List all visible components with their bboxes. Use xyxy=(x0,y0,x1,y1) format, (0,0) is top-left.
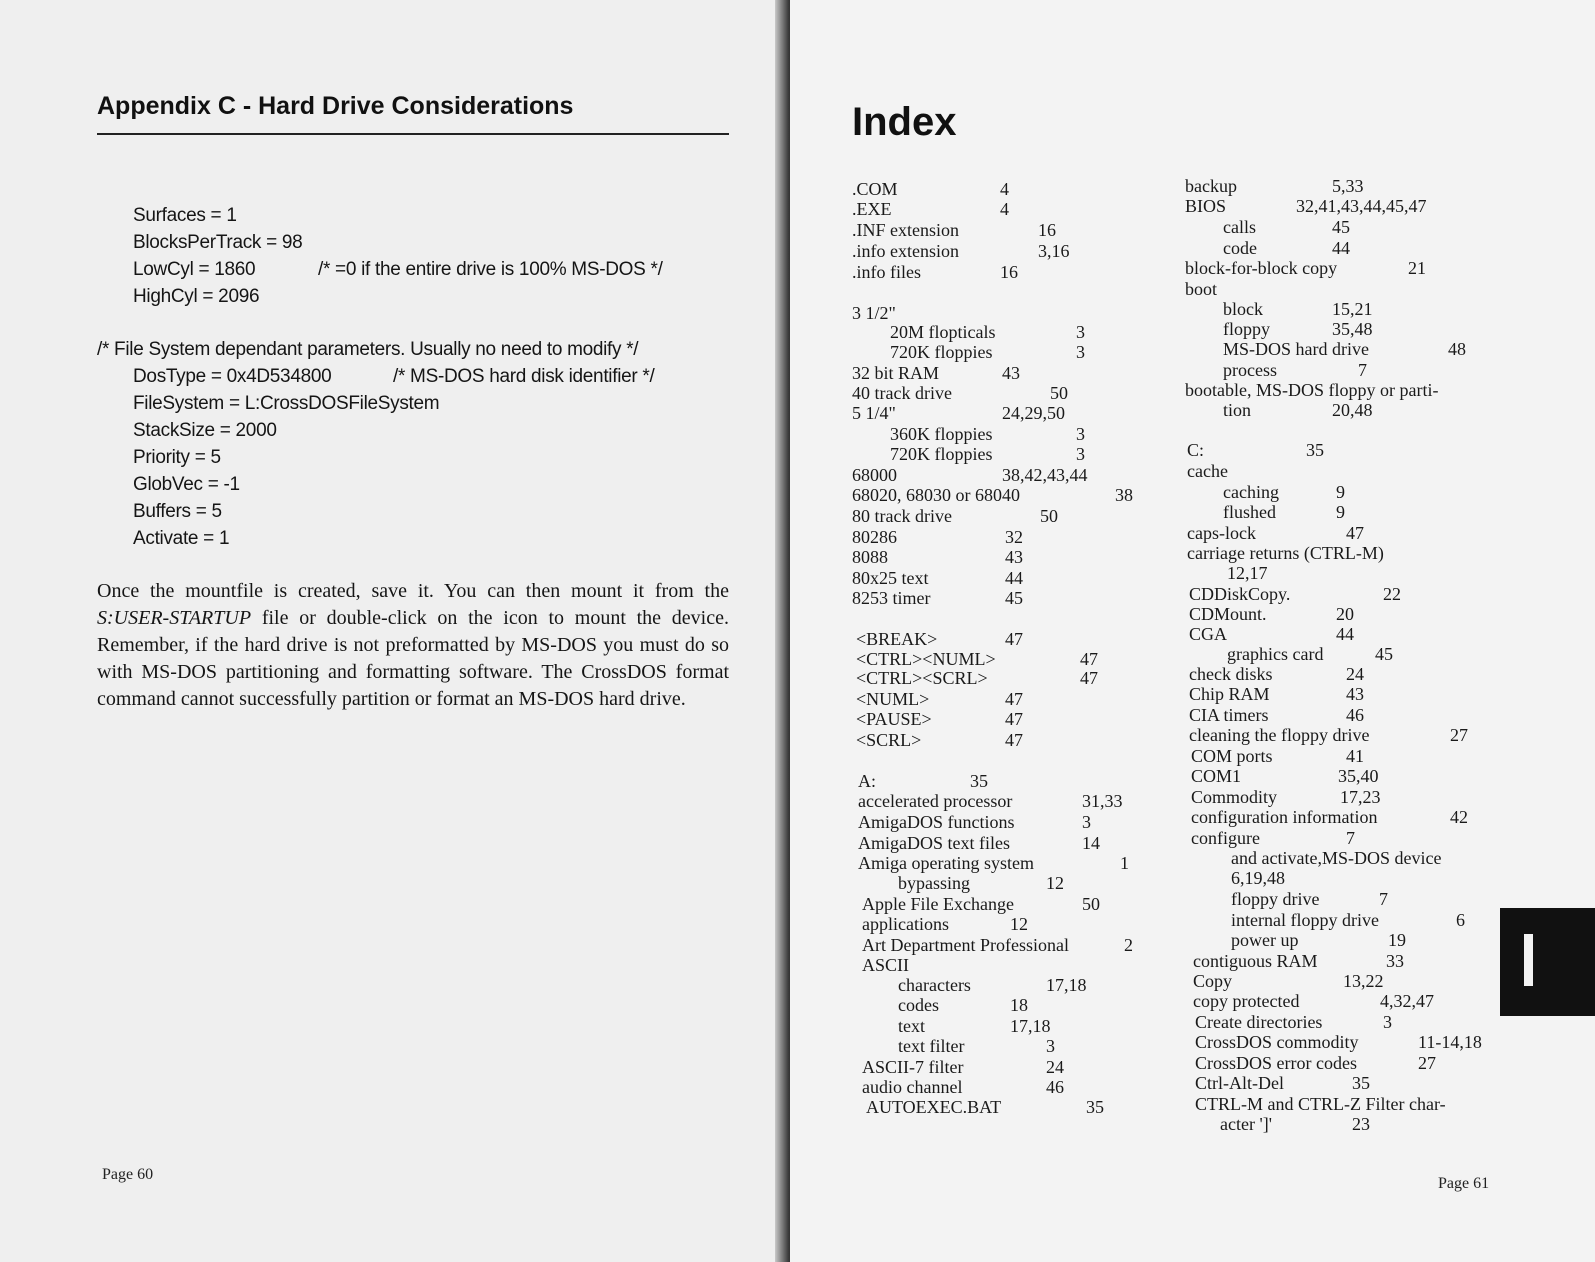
index-term: <CTRL><SCRL> xyxy=(856,668,988,688)
index-page-refs: 13,22 xyxy=(1343,971,1384,991)
index-page-refs: 16 xyxy=(1038,220,1056,240)
index-term: 6,19,48 xyxy=(1231,868,1285,888)
index-page-refs: 24,29,50 xyxy=(1002,403,1065,423)
page-number-left: Page 60 xyxy=(102,1166,154,1183)
index-page-refs: 43 xyxy=(1002,363,1020,383)
index-page-refs: 47 xyxy=(1080,668,1098,688)
appendix-title: Appendix C - Hard Drive Considerations xyxy=(97,92,574,120)
index-term: 80 track drive xyxy=(852,506,952,526)
fs-comment: /* File System dependant parameters. Usually no need to modify */ xyxy=(97,339,639,360)
title-rule xyxy=(97,133,729,135)
index-term: acter ']' xyxy=(1220,1114,1272,1134)
index-page-refs: 44 xyxy=(1005,568,1023,588)
index-page-refs: 35 xyxy=(970,771,988,791)
index-page-refs: 17,23 xyxy=(1340,787,1381,807)
index-term: boot xyxy=(1185,279,1218,299)
index-page-refs: 33 xyxy=(1386,951,1404,971)
index-page-refs: 23 xyxy=(1352,1114,1370,1134)
index-term: cleaning the floppy drive xyxy=(1189,725,1370,745)
index-page-refs: 20,48 xyxy=(1332,400,1373,420)
index-term: MS-DOS hard drive xyxy=(1223,339,1369,359)
index-page-refs: 45 xyxy=(1332,217,1350,237)
index-page-refs: 50 xyxy=(1082,894,1100,914)
index-page-refs: 17,18 xyxy=(1010,1016,1051,1036)
index-term: Amiga operating system xyxy=(858,853,1034,873)
index-term: CIA timers xyxy=(1189,705,1269,725)
index-page-refs: 45 xyxy=(1005,588,1023,608)
index-page-refs: 7 xyxy=(1346,828,1355,848)
index-page-refs: 27 xyxy=(1418,1053,1436,1073)
index-page-refs: 1 xyxy=(1120,853,1129,873)
index-page-refs: 3 xyxy=(1076,444,1085,464)
index-term: CrossDOS error codes xyxy=(1195,1053,1357,1073)
index-term: flushed xyxy=(1223,502,1276,522)
index-page-refs: 35 xyxy=(1352,1073,1370,1093)
index-term: Art Department Professional xyxy=(862,935,1069,955)
index-page-refs: 4,32,47 xyxy=(1380,991,1434,1011)
index-term: COM ports xyxy=(1191,746,1273,766)
index-page-refs: 47 xyxy=(1005,730,1023,750)
index-term: <PAUSE> xyxy=(856,709,932,729)
section-tab-marker xyxy=(1500,908,1595,1016)
index-page-refs: 19 xyxy=(1388,930,1406,950)
page-right xyxy=(790,0,1595,1262)
index-term: 720K floppies xyxy=(890,342,993,362)
index-page-refs: 7 xyxy=(1379,889,1388,909)
index-page-refs: 3 xyxy=(1076,342,1085,362)
index-term: 80286 xyxy=(852,527,897,547)
index-term: cache xyxy=(1187,461,1228,481)
index-term: CGA xyxy=(1189,624,1228,644)
index-page-refs: 3 xyxy=(1082,812,1091,832)
index-page-refs: 32 xyxy=(1005,527,1023,547)
index-term: copy protected xyxy=(1193,991,1300,1011)
index-page-refs: 14 xyxy=(1082,833,1100,853)
config-blockspertrack: BlocksPerTrack = 98 xyxy=(133,232,303,253)
dostype-comment: /* MS-DOS hard disk identifier */ xyxy=(393,366,655,387)
index-term: caps-lock xyxy=(1187,523,1256,543)
index-term: .EXE xyxy=(852,199,892,219)
index-page-refs: 3 xyxy=(1046,1036,1055,1056)
index-term: CrossDOS commodity xyxy=(1195,1032,1359,1052)
index-term: tion xyxy=(1223,400,1252,420)
index-term: power up xyxy=(1231,930,1299,950)
index-term: bootable, MS-DOS floppy or parti- xyxy=(1185,380,1439,400)
index-term: audio channel xyxy=(862,1077,963,1097)
index-term: <CTRL><NUML> xyxy=(856,649,996,669)
index-page-refs: 41 xyxy=(1346,746,1364,766)
index-page-refs: 18 xyxy=(1010,995,1028,1015)
index-term: 360K floppies xyxy=(890,424,993,444)
index-term: graphics card xyxy=(1227,644,1324,664)
config-stacksize: StackSize = 2000 xyxy=(133,420,277,441)
index-page-refs: 21 xyxy=(1408,258,1426,278)
index-term: 80x25 text xyxy=(852,568,929,588)
index-term: internal floppy drive xyxy=(1231,910,1379,930)
index-page-refs: 9 xyxy=(1336,502,1345,522)
index-page-refs: 5,33 xyxy=(1332,176,1364,196)
config-highcyl: HighCyl = 2096 xyxy=(133,286,260,307)
index-term: ASCII-7 filter xyxy=(862,1057,964,1077)
index-term: .COM xyxy=(852,179,898,199)
index-term: block xyxy=(1223,299,1263,319)
index-term: text xyxy=(898,1016,925,1036)
index-page-refs: 43 xyxy=(1005,547,1023,567)
index-term: applications xyxy=(862,914,949,934)
index-term: AUTOEXEC.BAT xyxy=(866,1097,1002,1117)
index-term: Ctrl-Alt-Del xyxy=(1195,1073,1284,1093)
index-term: configure xyxy=(1191,828,1260,848)
index-term: 8088 xyxy=(852,547,888,567)
index-page-refs: 47 xyxy=(1005,709,1023,729)
index-page-refs: 48 xyxy=(1448,339,1466,359)
index-term: check disks xyxy=(1189,664,1273,684)
config-dostype: DosType = 0x4D534800 xyxy=(133,366,332,387)
index-page-refs: 43 xyxy=(1346,684,1364,704)
index-term: floppy xyxy=(1223,319,1270,339)
para-startup-file: S:USER-STARTUP xyxy=(97,607,252,629)
page-number-right: Page 61 xyxy=(1438,1175,1490,1192)
index-page-refs: 2 xyxy=(1124,935,1133,955)
index-page-refs: 16 xyxy=(1000,262,1018,282)
index-page-refs: 7 xyxy=(1358,360,1367,380)
page-left xyxy=(0,0,790,1262)
index-term: CDMount. xyxy=(1189,604,1267,624)
index-term: contiguous RAM xyxy=(1193,951,1318,971)
tab-letter-i xyxy=(1524,934,1533,986)
index-page-refs: 6 xyxy=(1456,910,1465,930)
mountfile-paragraph xyxy=(97,578,729,713)
index-term: 12,17 xyxy=(1227,563,1268,583)
index-page-refs: 35,40 xyxy=(1338,766,1379,786)
index-term: COM1 xyxy=(1191,766,1242,786)
index-page-refs: 4 xyxy=(1000,199,1009,219)
index-term: .INF extension xyxy=(852,220,959,240)
index-term: 720K floppies xyxy=(890,444,993,464)
index-term: 5 1/4" xyxy=(852,403,896,423)
index-term: BIOS xyxy=(1185,196,1227,216)
index-page-refs: 47 xyxy=(1005,689,1023,709)
index-term: ASCII xyxy=(862,955,910,975)
index-term: characters xyxy=(898,975,971,995)
index-page-refs: 17,18 xyxy=(1046,975,1087,995)
index-page-refs: 22 xyxy=(1383,584,1401,604)
index-page-refs: 32,41,43,44,45,47 xyxy=(1296,196,1427,216)
index-page-refs: 47 xyxy=(1080,649,1098,669)
index-page-refs: 42 xyxy=(1450,807,1468,827)
index-term: 20M flopticals xyxy=(890,322,996,342)
index-page-refs: 50 xyxy=(1040,506,1058,526)
index-page-refs: 3 xyxy=(1076,322,1085,342)
index-term: Chip RAM xyxy=(1189,684,1270,704)
index-term: AmigaDOS text files xyxy=(858,833,1010,853)
index-term: <NUML> xyxy=(856,689,930,709)
index-term: process xyxy=(1223,360,1277,380)
index-page-refs: 12 xyxy=(1046,873,1064,893)
index-term: .info extension xyxy=(852,241,959,261)
index-page-refs: 24 xyxy=(1346,664,1364,684)
index-page-refs: 47 xyxy=(1346,523,1364,543)
index-page-refs: 3 xyxy=(1383,1012,1392,1032)
index-term: Copy xyxy=(1193,971,1233,991)
index-term: floppy drive xyxy=(1231,889,1320,909)
index-page-refs: 24 xyxy=(1046,1057,1064,1077)
config-activate: Activate = 1 xyxy=(133,528,230,549)
index-term: Create directories xyxy=(1195,1012,1323,1032)
index-page-refs: 50 xyxy=(1050,383,1068,403)
index-term: 40 track drive xyxy=(852,383,952,403)
index-page-refs: 44 xyxy=(1332,238,1350,258)
index-term: backup xyxy=(1185,176,1237,196)
index-term: caching xyxy=(1223,482,1279,502)
index-term: AmigaDOS functions xyxy=(858,812,1015,832)
index-term: 68000 xyxy=(852,465,897,485)
index-page-refs: 31,33 xyxy=(1082,791,1123,811)
index-page-refs: 38,42,43,44 xyxy=(1002,465,1088,485)
index-page-refs: 45 xyxy=(1375,644,1393,664)
lowcyl-comment: /* =0 if the entire drive is 100% MS-DOS */ xyxy=(318,259,663,280)
index-page-refs: 35 xyxy=(1086,1097,1104,1117)
index-page-refs: 3 xyxy=(1076,424,1085,444)
index-term: <BREAK> xyxy=(856,629,938,649)
index-page-refs: 44 xyxy=(1336,624,1354,644)
config-buffers: Buffers = 5 xyxy=(133,501,222,522)
index-term: 3 1/2" xyxy=(852,303,896,323)
index-term: block-for-block copy xyxy=(1185,258,1338,278)
index-term: 32 bit RAM xyxy=(852,363,940,383)
index-term: accelerated processor xyxy=(858,791,1013,811)
index-page-refs: 12 xyxy=(1010,914,1028,934)
index-term: CTRL-M and CTRL-Z Filter char- xyxy=(1195,1094,1446,1114)
index-term: .info files xyxy=(852,262,921,282)
index-page-refs: 15,21 xyxy=(1332,299,1373,319)
index-term: CDDiskCopy. xyxy=(1189,584,1291,604)
index-term: bypassing xyxy=(898,873,970,893)
index-term: C: xyxy=(1187,440,1205,460)
index-term: code xyxy=(1223,238,1257,258)
index-term: Commodity xyxy=(1191,787,1278,807)
config-lowcyl: LowCyl = 1860 xyxy=(133,259,256,280)
index-title: Index xyxy=(852,100,957,144)
index-page-refs: 11-14,18 xyxy=(1418,1032,1482,1052)
config-surfaces: Surfaces = 1 xyxy=(133,205,237,226)
index-page-refs: 4 xyxy=(1000,179,1009,199)
index-page-refs: 3,16 xyxy=(1038,241,1070,261)
para-start: Once the mountfile is created, save it. You can then mount it from the xyxy=(97,580,729,602)
index-term: <SCRL> xyxy=(856,730,922,750)
index-term: A: xyxy=(858,771,876,791)
index-term: carriage returns (CTRL-M) xyxy=(1187,543,1384,563)
index-term: 8253 timer xyxy=(852,588,931,608)
index-page-refs: 35 xyxy=(1306,440,1324,460)
index-page-refs: 20 xyxy=(1336,604,1354,624)
index-page-refs: 46 xyxy=(1046,1077,1064,1097)
config-filesystem: FileSystem = L:CrossDOSFileSystem xyxy=(133,393,440,414)
index-page-refs: 46 xyxy=(1346,705,1364,725)
index-page-refs: 9 xyxy=(1336,482,1345,502)
index-term: configuration information xyxy=(1191,807,1378,827)
index-term: and activate,MS-DOS device xyxy=(1231,848,1442,868)
index-term: calls xyxy=(1223,217,1256,237)
index-page-refs: 47 xyxy=(1005,629,1023,649)
config-priority: Priority = 5 xyxy=(133,447,221,468)
index-page-refs: 35,48 xyxy=(1332,319,1373,339)
index-term: Apple File Exchange xyxy=(862,894,1014,914)
index-page-refs: 38 xyxy=(1115,485,1133,505)
index-page-refs: 27 xyxy=(1450,725,1468,745)
config-globvec: GlobVec = -1 xyxy=(133,474,240,495)
para-end: file or double-click on the icon to mount the device. Remember, if the hard drive is not preformatted by MS-DOS you must do so with MS-DOS partitioning and formatting software. The CrossDOS format command cannot successfully partition or format an MS-DOS hard drive. xyxy=(97,607,729,710)
index-term: codes xyxy=(898,995,939,1015)
index-term: text filter xyxy=(898,1036,965,1056)
index-term: 68020, 68030 or 68040 xyxy=(852,485,1020,505)
